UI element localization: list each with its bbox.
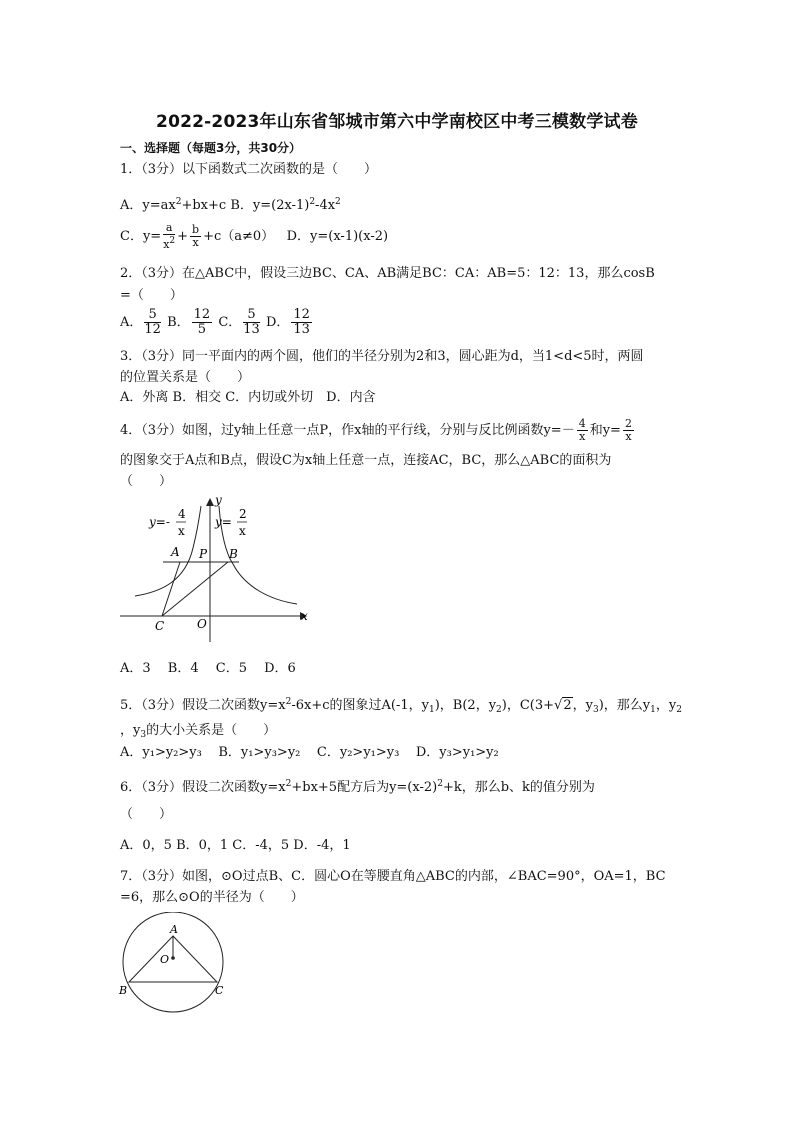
q4-line-ac	[162, 562, 180, 616]
svg-text:y=-: y=-	[149, 515, 170, 529]
q2-option-d: D． $\frac{12}{13}$	[265, 307, 310, 337]
q4-label-c: C	[155, 619, 165, 633]
q4-label-y: y	[215, 493, 222, 507]
q5-options	[120, 745, 499, 761]
page-title: 2022-2023年山东省邹城市第六中学南校区中考三模数学试卷	[156, 112, 638, 132]
svg-text:2: 2	[239, 507, 247, 521]
q4-label-a: A	[171, 545, 180, 559]
q7-label-o: O	[160, 953, 170, 966]
q2-stem-2: =（ ）	[120, 288, 183, 303]
q5-option-c: C．y₂>y₁>y₃	[316, 745, 400, 760]
q4-eq2-label	[214, 507, 247, 538]
q4-y-arrow	[206, 498, 214, 506]
q1-option-a: A．$y=ax^2+bx+c$	[120, 197, 227, 213]
q7-figure	[115, 912, 240, 1017]
q4-label-x: x	[301, 609, 308, 623]
q2-option-a: A． $\frac{5}{12}$	[120, 307, 161, 337]
q5-option-d: D．y₃>y₁>y₂	[415, 745, 499, 760]
q5-stem-1: 5．（3分）假设二次函数$y=x^2-6x+c$的图象过A(-1，$y_1$)，B(2，$y_2$)，C(3+√2，$y_3$)，那么$y_1$，$y_2$	[120, 697, 682, 715]
q7-center-dot	[171, 956, 175, 960]
q2-stem-1: 2．（3分）在△ABC中，假设三边BC、CA、AB满足BC：CA：AB=5：12：13，那么cosB	[120, 266, 655, 281]
q5-stem-2: ，$y_3$的大小关系是（ ）	[120, 723, 277, 740]
q7-label-b: B	[119, 984, 128, 997]
q1-stem: 1．（3分）以下函数式二次函数的是（ ）	[120, 162, 378, 177]
q7-stem-2: =6，那么⊙O的半径为（ ）	[120, 890, 304, 905]
q4-stem-3: （ ）	[120, 474, 173, 489]
q4-eq1-label	[148, 507, 186, 538]
svg-text:x: x	[178, 524, 185, 538]
q2-option-c: C． $\frac{5}{13}$	[218, 307, 260, 337]
q4-line-bc	[162, 562, 228, 616]
q4-options: A．3 B．4 C．5 D．6	[120, 661, 296, 676]
q5-option-a: A．y₁>y₂>y₃	[120, 745, 202, 760]
q1-options-cd	[120, 222, 388, 251]
q2-options	[120, 308, 314, 337]
q4-figure	[115, 492, 315, 652]
q5-option-b: B．y₁>y₃>y₂	[218, 745, 301, 760]
q2-option-b: B． $\frac{12}{5}$	[167, 307, 211, 337]
q4-stem-2: 的图象交于A点和B点，假设C为x轴上任意一点，连接AC，BC，那么△ABC的面积为	[120, 453, 612, 468]
q7-stem-1: 7．（3分）如图，⊙O过点B、C．圆心O在等腰直角△ABC的内部，∠BAC=90°，OA=1，BC	[120, 869, 666, 884]
q4-label-b: B	[229, 547, 238, 561]
q1-options-ab	[120, 194, 341, 214]
q7-label-a: A	[170, 923, 178, 936]
q3-stem-2: 的位置关系是（ ）	[120, 370, 251, 385]
q4-label-o: O	[197, 617, 207, 631]
q6-options: A．0，5 B．0，1 C．-4，5 D．-4，1	[120, 838, 351, 853]
section-heading: 一、选择题（每题3分，共30分）	[120, 141, 302, 155]
q6-stem-2: （ ）	[120, 807, 173, 822]
q1-option-c: C．y= $\frac{a}{x^2}$ + $\frac{b}{x}$ +c（a≠0）	[120, 221, 275, 251]
q3-stem-1: 3．（3分）同一平面内的两个圆，他们的半径分别为2和3，圆心距为d，当1<d<5时，两圆	[120, 349, 644, 364]
svg-text:4: 4	[178, 507, 186, 521]
svg-text:y=: y=	[215, 515, 232, 529]
q4-label-p: P	[199, 547, 208, 561]
q7-label-c: C	[215, 984, 224, 997]
q1-option-b: B．$y=(2x-1)^2-4x^2$	[230, 197, 341, 213]
q1-option-d: D．y=(x-1)(x-2)	[286, 229, 389, 244]
q3-options: A．外离 B．相交 C．内切或外切 D．内含	[120, 390, 376, 405]
q6-stem-1: 6．（3分）假设二次函数$y=x^2+bx+5$配方后为$y=(x-2)^2+k$，那么b、k的值分别为	[120, 779, 595, 795]
q4-stem-1: 4．（3分）如图，过y轴上任意一点P，作x轴的平行线，分别与反比例函数y=－ $\frac{4}{x}$ 和y= $\frac{2}{x}$	[120, 417, 632, 443]
svg-text:x: x	[239, 524, 246, 538]
